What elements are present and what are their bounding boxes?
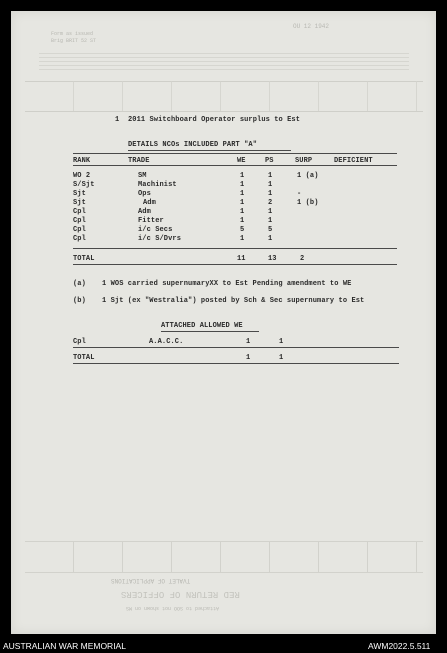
- ghost-line-2: Brig BRIT 52 ST: [51, 38, 97, 44]
- total-ps: 13: [268, 255, 277, 263]
- footer-credit: AUSTRALIAN WAR MEMORIAL: [3, 641, 126, 651]
- note-b-text: 1 Sjt (ex "Westralia") posted by Sch & Sec supernumary to Est: [102, 297, 365, 305]
- ghost-rule-2: [25, 111, 423, 112]
- row-rank: WO 2: [73, 172, 91, 180]
- header-ps: PS: [265, 157, 274, 165]
- ghost-grid-bottom: [25, 541, 423, 573]
- row-rank: Sjt: [73, 190, 86, 198]
- row-we: 1: [240, 199, 245, 207]
- attached-total-rule: [73, 363, 399, 364]
- attached-rank: Cpl: [73, 338, 86, 346]
- row-ps: 1: [268, 172, 273, 180]
- details-title: DETAILS NCOs INCLUDED PART "A": [128, 141, 258, 149]
- row-ps: 5: [268, 226, 273, 234]
- ghost-bottom-3: Attached to SOO not shown on MS: [126, 605, 220, 611]
- row-surp: -: [297, 190, 302, 198]
- row-rank: Cpl: [73, 208, 86, 216]
- row-we: 1: [240, 217, 245, 225]
- surplus-number: 1: [115, 116, 120, 124]
- row-rank: Cpl: [73, 235, 86, 243]
- row-trade: Adm: [138, 208, 151, 216]
- table-top-rule: [73, 153, 397, 154]
- header-rank: RANK: [73, 157, 91, 165]
- ghost-bottom-2: RED RETURN OF OFFICERS: [121, 589, 240, 599]
- row-rank: S/Sjt: [73, 181, 95, 189]
- note-a-text: 1 WOS carried supernumaryXX to Est Pending amendment to WE: [102, 280, 352, 288]
- ghost-bottom-1: TVALET OF APPLICATIONS: [111, 577, 191, 584]
- surplus-text: 2011 Switchboard Operator surplus to Est: [128, 116, 301, 124]
- row-ps: 1: [268, 190, 273, 198]
- details-title-underline: [128, 150, 291, 151]
- attached-ps: 1: [279, 338, 284, 346]
- row-trade: i/c S/Dvrs: [138, 235, 182, 243]
- attached-total-we: 1: [246, 354, 251, 362]
- row-trade: Machinist: [138, 181, 177, 189]
- total-we: 11: [237, 255, 246, 263]
- total-label: TOTAL: [73, 255, 95, 263]
- total-bottom-rule: [73, 264, 397, 265]
- row-ps: 1: [268, 181, 273, 189]
- attached-title: ATTACHED ALLOWED WE: [161, 322, 243, 330]
- attached-total-label: TOTAL: [73, 354, 95, 362]
- row-trade: Adm: [143, 199, 156, 207]
- header-underline: [73, 165, 397, 166]
- row-we: 1: [240, 235, 245, 243]
- attached-total-ps: 1: [279, 354, 284, 362]
- document-page: [11, 11, 436, 634]
- row-ps: 1: [268, 235, 273, 243]
- ghost-grid: [25, 81, 423, 111]
- row-surp: 1 (b): [297, 199, 319, 207]
- attached-we: 1: [246, 338, 251, 346]
- row-we: 1: [240, 190, 245, 198]
- ghost-stamp: OU 12 1942: [293, 23, 330, 30]
- total-top-rule: [73, 248, 397, 249]
- row-we: 1: [240, 181, 245, 189]
- ghost-instructions: [39, 53, 409, 71]
- row-trade: i/c Secs: [138, 226, 173, 234]
- note-a-key: (a): [73, 280, 86, 288]
- row-rank: Sjt: [73, 199, 86, 207]
- total-surp: 2: [300, 255, 305, 263]
- note-b-key: (b): [73, 297, 86, 305]
- row-ps: 1: [268, 208, 273, 216]
- ghost-line-1: Form as issued: [51, 31, 94, 37]
- row-ps: 1: [268, 217, 273, 225]
- footer-accession: AWM2022.5.511: [368, 641, 431, 651]
- row-we: 1: [240, 208, 245, 216]
- row-we: 1: [240, 172, 245, 180]
- attached-row-rule: [73, 347, 399, 348]
- header-trade: TRADE: [128, 157, 150, 165]
- row-trade: Fitter: [138, 217, 164, 225]
- header-we: WE: [237, 157, 246, 165]
- row-rank: Cpl: [73, 217, 86, 225]
- row-rank: Cpl: [73, 226, 86, 234]
- attached-title-underline: [161, 331, 259, 332]
- attached-trade: A.A.C.C.: [149, 338, 184, 346]
- row-trade: SM: [138, 172, 147, 180]
- header-deficient: DEFICIENT: [334, 157, 373, 165]
- row-ps: 2: [268, 199, 273, 207]
- header-surp: SURP: [295, 157, 313, 165]
- row-we: 5: [240, 226, 245, 234]
- row-surp: 1 (a): [297, 172, 319, 180]
- row-trade: Ops: [138, 190, 151, 198]
